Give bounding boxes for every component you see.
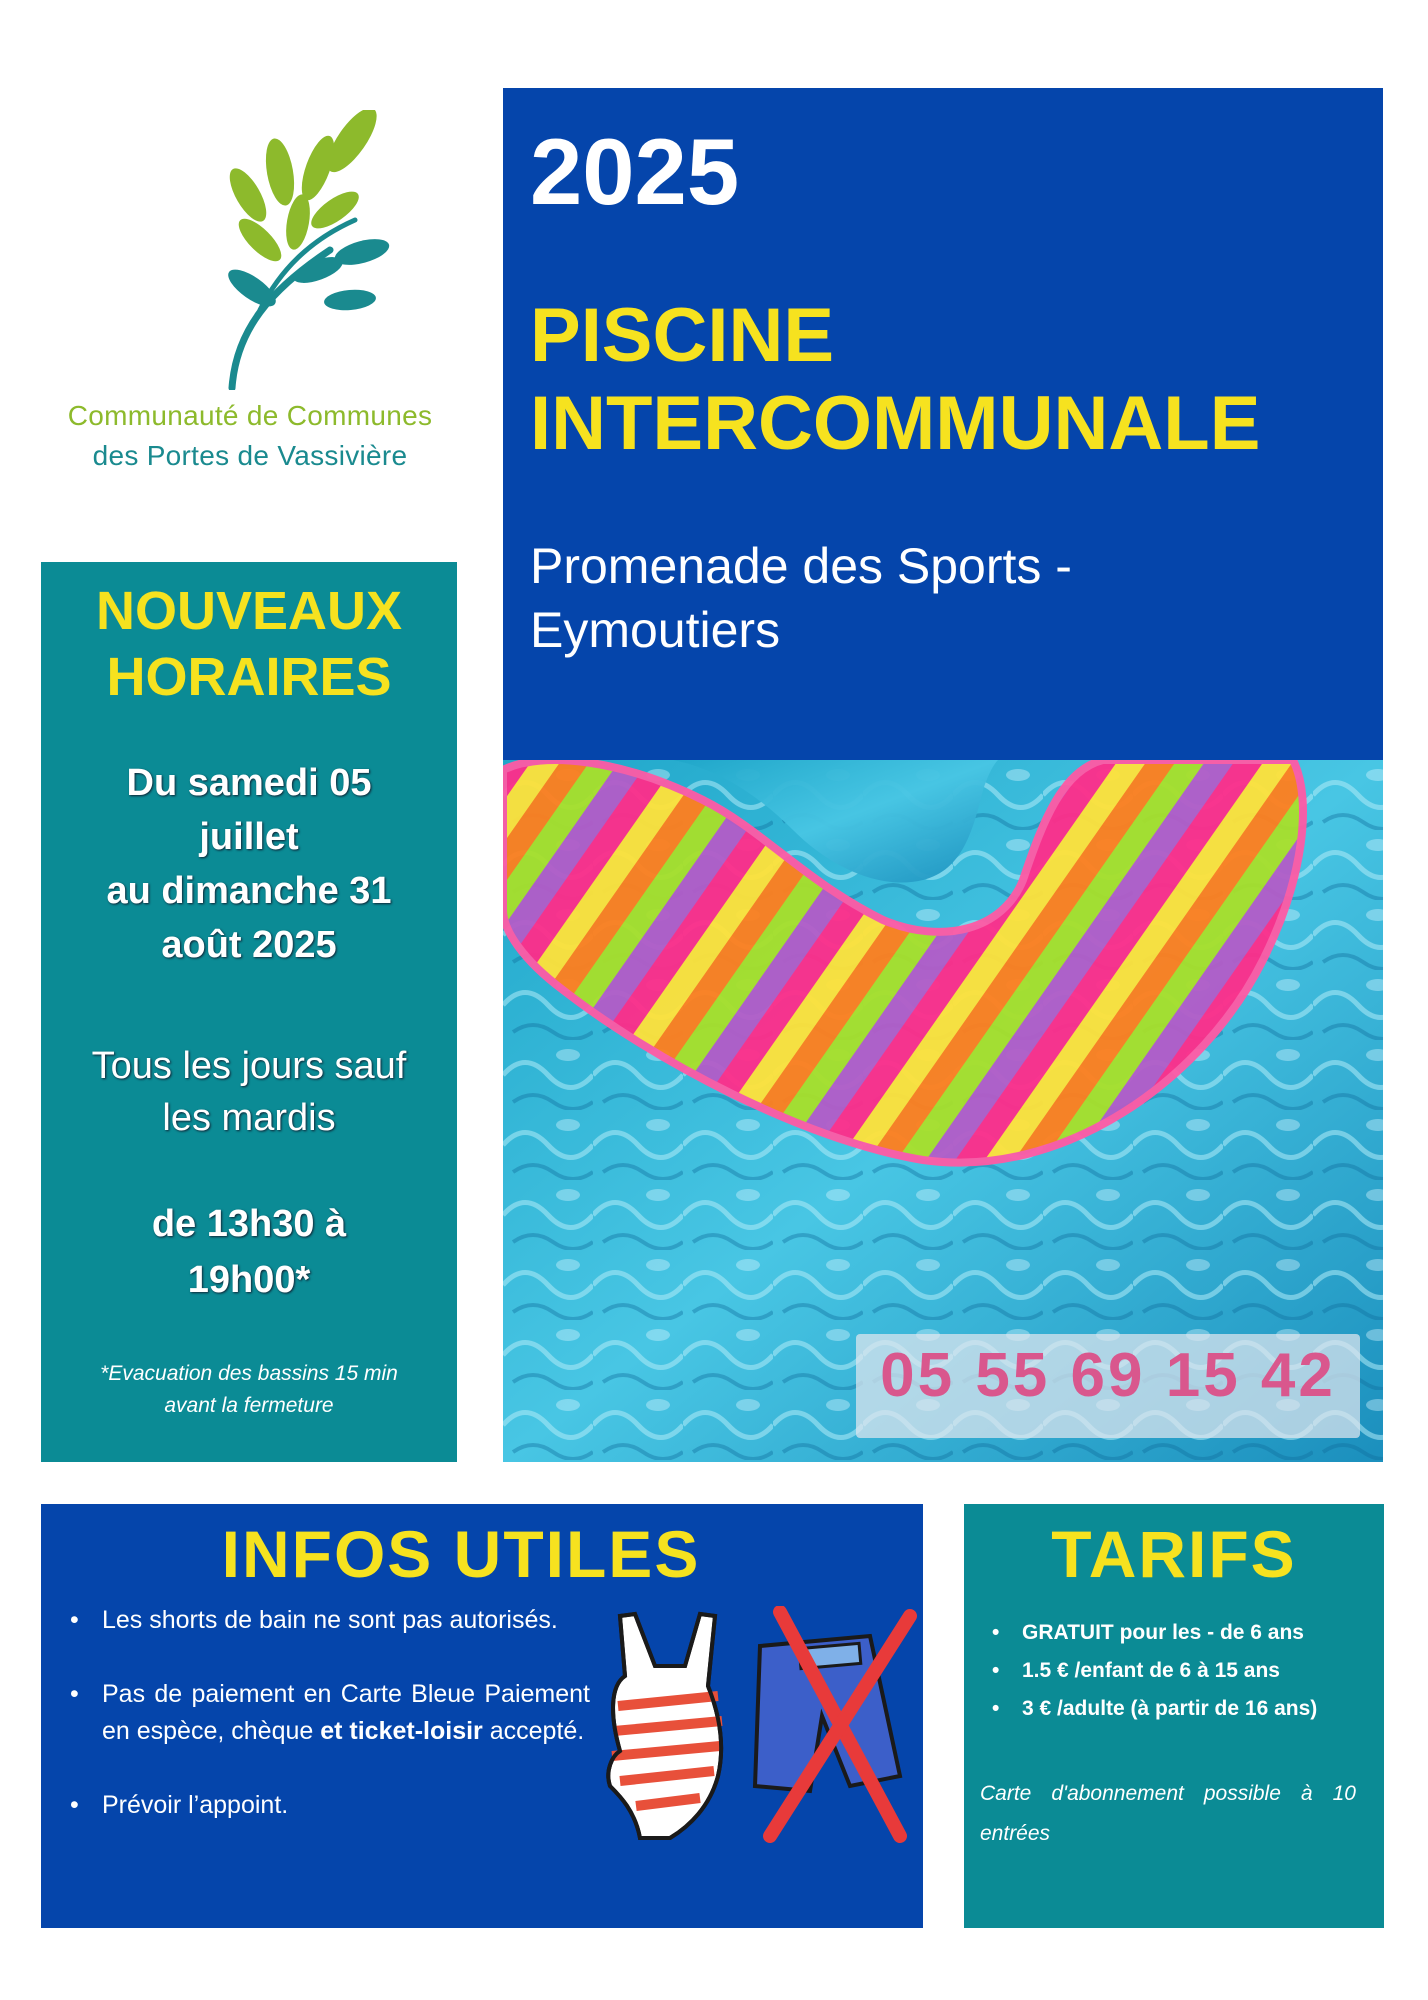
leaf-branch-icon	[140, 110, 400, 390]
info-item1: Les shorts de bain ne sont pas autorisés.	[102, 1606, 558, 1634]
infos-title: INFOS UTILES	[221, 1517, 701, 1591]
tarifs-title: TARIFS	[1051, 1517, 1297, 1591]
evacuation-note	[41, 1358, 457, 1422]
tarif-item2: 1.5 € /enfant de 6 à 15 ans	[1022, 1659, 1280, 1682]
location-subtitle	[530, 534, 1072, 662]
note-line1: *Evacuation des bassins 15 min	[100, 1362, 398, 1385]
subtitle-line1: Promenade des Sports -	[530, 538, 1072, 594]
dates-line1: Du samedi 05	[126, 762, 372, 804]
title-line2: INTERCOMMUNALE	[530, 381, 1261, 466]
days-line1: Tous les jours sauf	[91, 1045, 407, 1087]
info-item2-bold: et ticket-loisir	[320, 1717, 483, 1745]
opening-days	[41, 1040, 457, 1144]
dates-line4: août 2025	[161, 924, 337, 966]
tarif-item3: 3 € /adulte (à partir de 16 ans)	[1022, 1697, 1318, 1720]
org-name-line2: des Portes de Vassivière	[92, 440, 408, 471]
page-title	[530, 292, 1260, 468]
org-name-line1: Communauté de Communes	[67, 400, 433, 431]
dates-line3: au dimanche 31	[106, 870, 392, 912]
opening-hours	[41, 1196, 457, 1308]
season-dates	[41, 756, 457, 972]
subtitle-line2: Eymoutiers	[530, 602, 781, 658]
subscription-note: Carte d'abonnement possible à 10 entrées	[980, 1782, 1356, 1845]
year-heading: 2025	[530, 119, 740, 224]
list-item	[988, 1652, 1358, 1690]
hours-title	[41, 578, 457, 710]
list-item	[70, 1676, 590, 1750]
tarif-item1: GRATUIT pour les - de 6 ans	[1022, 1621, 1304, 1644]
hours-line1: de 13h30 à	[151, 1203, 347, 1245]
info-item3: Prévoir l’appoint.	[102, 1791, 289, 1819]
info-item2a: Pas de paiement en Carte Bleue Paiement en espèce, chèque	[102, 1680, 590, 1745]
note-line2: avant la fermeture	[164, 1394, 334, 1417]
info-item2b: accepté.	[482, 1717, 585, 1745]
list-item	[988, 1614, 1358, 1652]
infos-list	[70, 1602, 590, 1861]
days-line2: les mardis	[162, 1097, 336, 1139]
title-line1: PISCINE	[530, 293, 835, 378]
phone-number[interactable]: 05 55 69 15 42	[880, 1341, 1336, 1410]
list-item	[70, 1602, 590, 1639]
dates-line2: juillet	[199, 816, 299, 858]
tarifs-list	[988, 1614, 1358, 1728]
hours-line2: 19h00*	[187, 1259, 311, 1301]
logo	[30, 110, 470, 480]
swimsuit-ok-shorts-forbidden-icon	[600, 1606, 920, 1846]
hours-title-line1: NOUVEAUX	[95, 581, 403, 641]
list-item	[70, 1787, 590, 1824]
hours-title-line2: HORAIRES	[106, 647, 392, 707]
list-item	[988, 1690, 1358, 1728]
